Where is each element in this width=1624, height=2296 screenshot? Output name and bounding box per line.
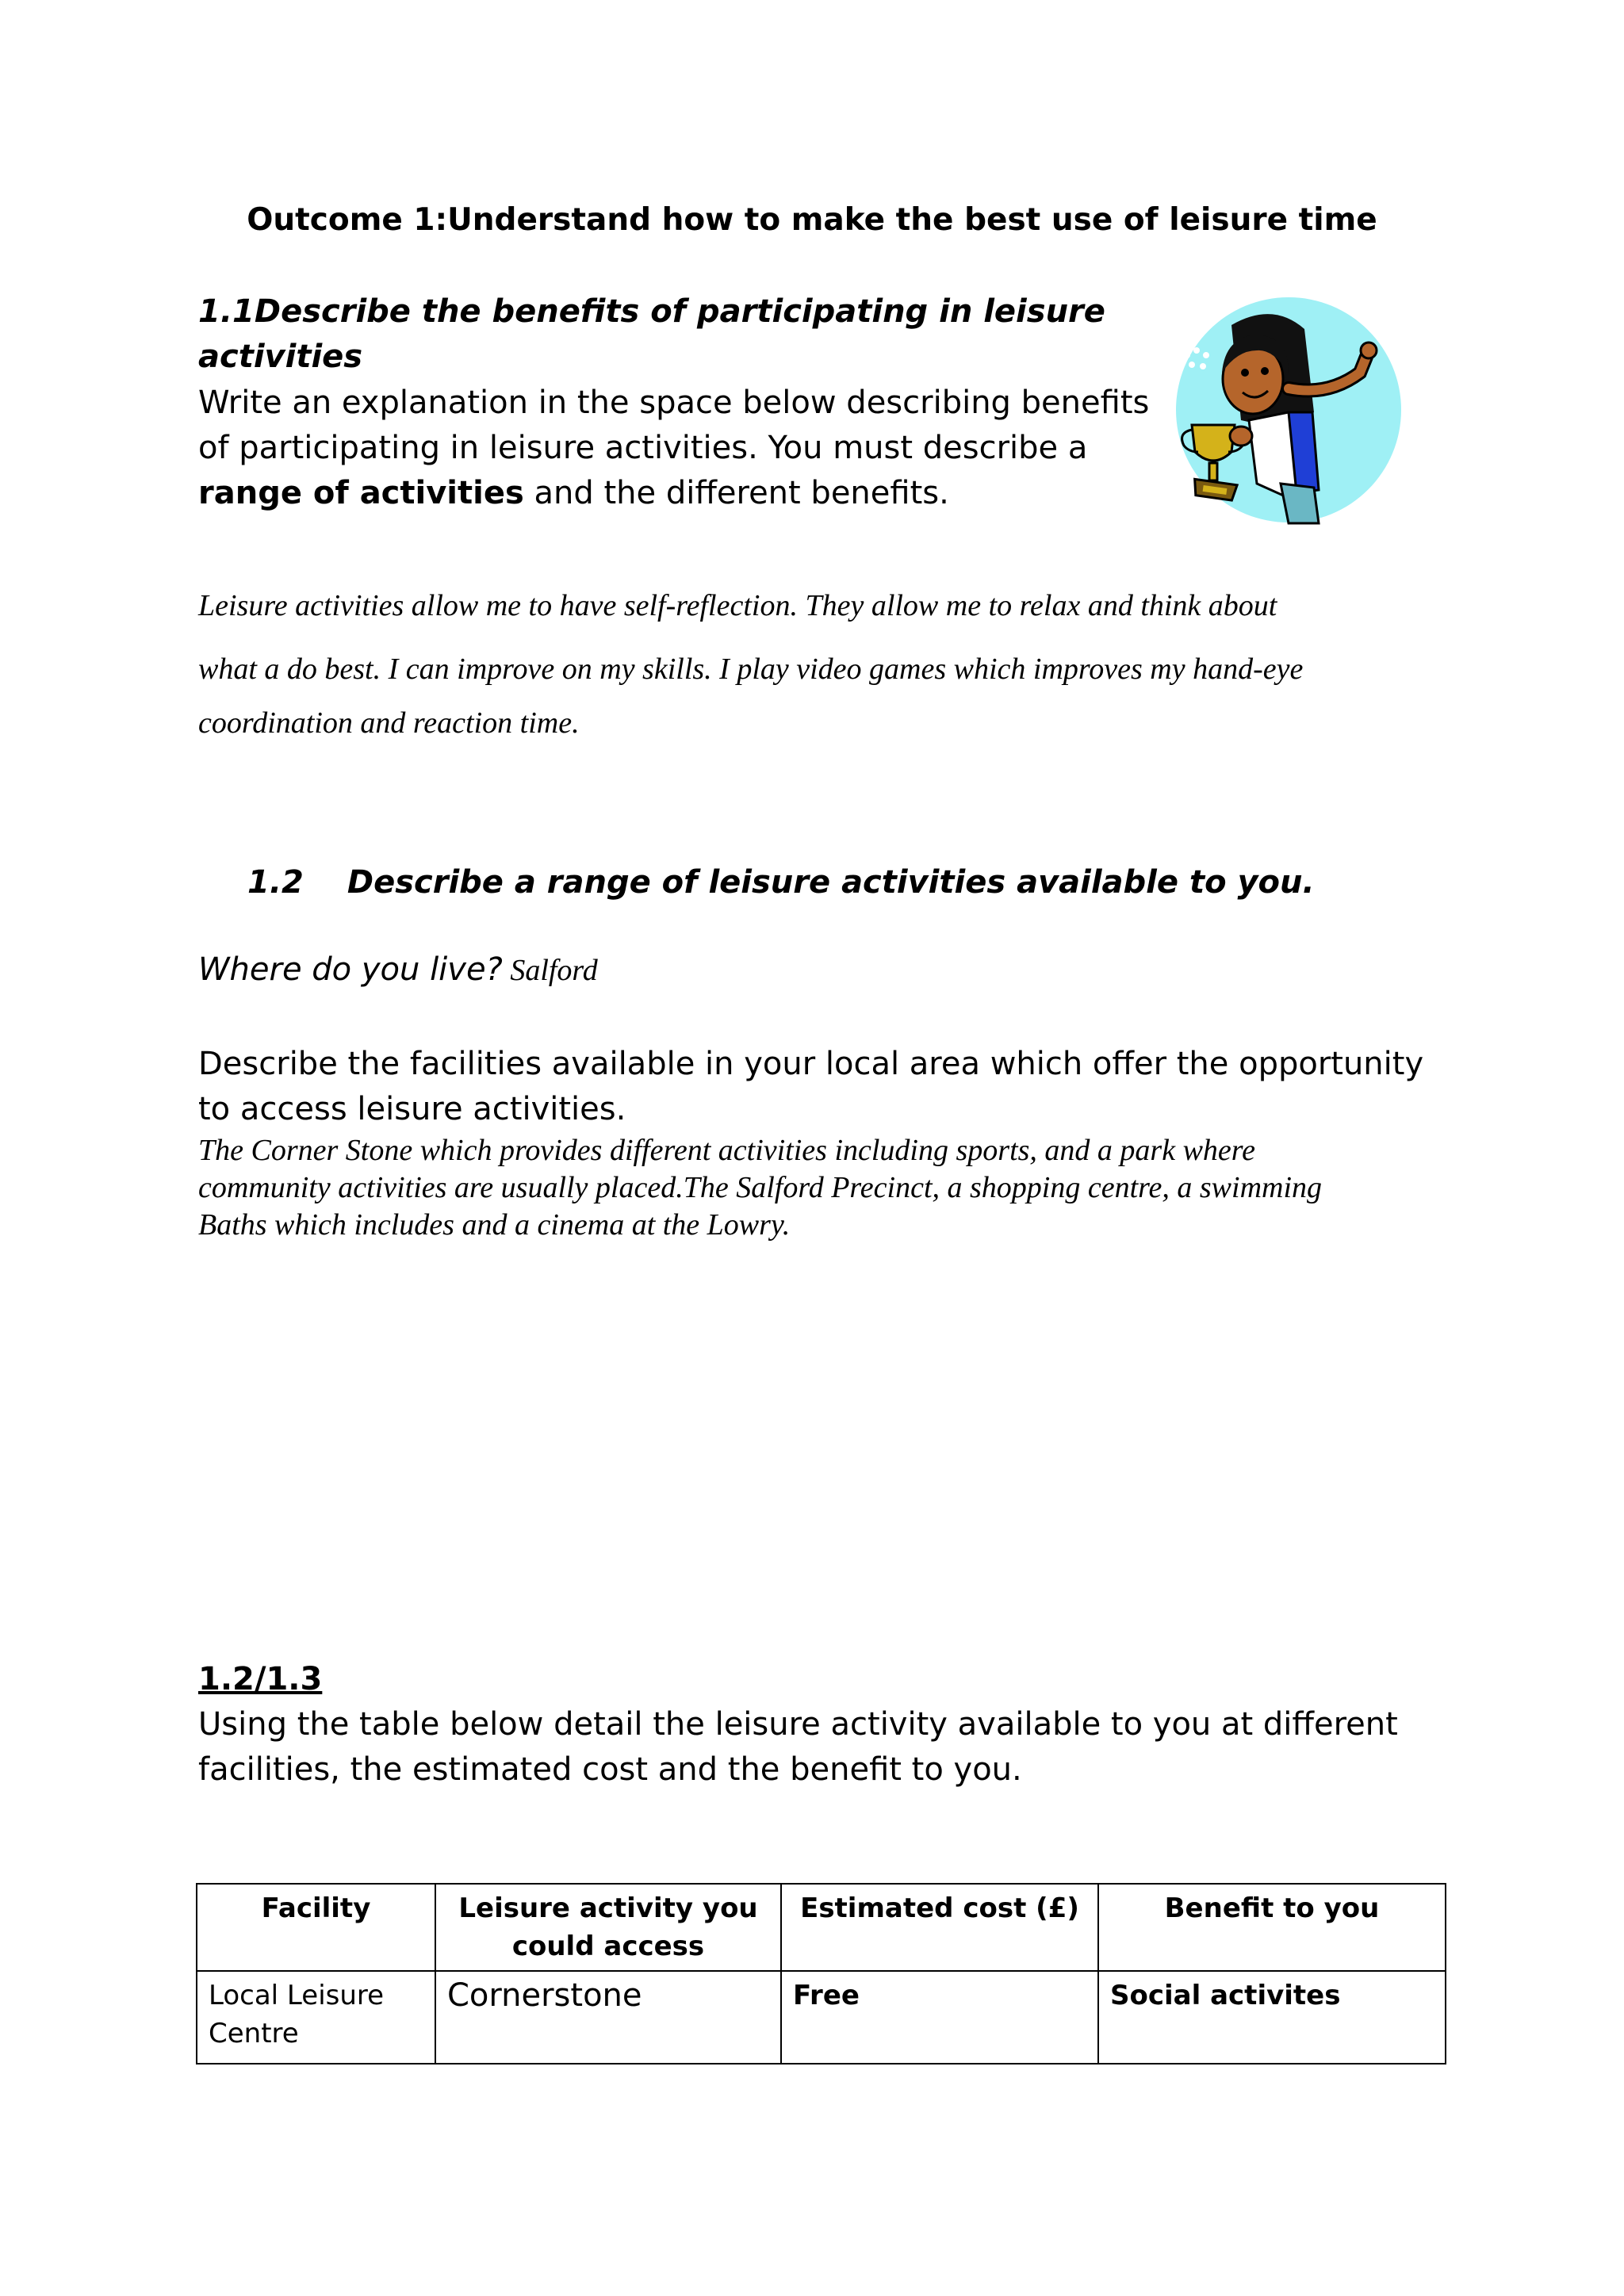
answer-1-1-line2: what a do best. I can improve on my skills. I play video games which improves my hand-eye <box>198 652 1304 686</box>
question-1-2-number: 1.2 <box>247 864 304 901</box>
instructions-line3 <box>198 471 1182 516</box>
header-estimated-cost: Estimated cost (£) <box>781 1884 1098 1971</box>
instructions-rest: and the different benefits. <box>523 475 949 511</box>
table-header-row <box>197 1884 1446 1971</box>
girl-trophy-illustration <box>1170 293 1408 531</box>
jeans <box>1281 484 1319 523</box>
section-1-3-number: 1.2/1.3 <box>198 1661 323 1697</box>
section-1-3-instructions-line2: facilities, the estimated cost and the benefit to you. <box>198 1751 1022 1788</box>
facilities-answer-line1: The Corner Stone which provides different activities including sports, and a park where <box>198 1134 1256 1167</box>
where-do-you-live <box>198 951 598 988</box>
question-1-1-heading <box>198 289 1150 380</box>
question-1-1-heading-line2: activities <box>198 339 363 375</box>
facilities-instructions <box>198 1042 1467 1132</box>
cell-benefit: Social activites <box>1098 1971 1446 2064</box>
facilities-answer <box>198 1132 1483 1244</box>
eye-right <box>1261 367 1269 375</box>
facilities-instructions-line2: to access leisure activities. <box>198 1091 626 1127</box>
instructions-emphasis: range of activities <box>198 475 524 511</box>
cell-facility: Local Leisure Centre <box>197 1971 435 2064</box>
header-leisure-activity: Leisure activity you could access <box>435 1884 781 1971</box>
fist <box>1361 342 1377 358</box>
table-row <box>197 1971 1446 2064</box>
cell-leisure-activity: Cornerstone <box>435 1971 781 2064</box>
answer-1-1-line1: Leisure activities allow me to have self-reflection. They allow me to relax and think about <box>198 589 1277 622</box>
facilities-answer-line2: community activities are usually placed.The Salford Precinct, a shopping centre, a swimming <box>198 1171 1323 1204</box>
question-1-2-heading <box>247 860 1315 905</box>
instructions-line1: Write an explanation in the space below describing benefits <box>198 385 1150 421</box>
section-1-3-instructions <box>198 1702 1467 1793</box>
header-facility: Facility <box>197 1884 435 1971</box>
page-title: Outcome 1:Understand how to make the best use of leisure time <box>247 202 1377 238</box>
facilities-answer-line3: Baths which includes and a cinema at the Lowry. <box>198 1208 791 1242</box>
where-answer: Salford <box>502 954 598 987</box>
eye-left <box>1241 369 1249 377</box>
instructions-line2: of participating in leisure activities. You must describe a <box>198 430 1088 466</box>
where-label: Where do you live? <box>198 951 503 988</box>
facilities-instructions-line1: Describe the facilities available in your local area which offer the opportunity <box>198 1046 1424 1082</box>
question-1-2-text: Describe a range of leisure activities available to you. <box>347 864 1315 901</box>
leisure-activities-table <box>196 1883 1446 2064</box>
question-1-1-heading-line1: 1.1Describe the benefits of participating in leisure <box>198 293 1105 330</box>
cell-estimated-cost: Free <box>781 1971 1098 2064</box>
hand <box>1230 427 1252 446</box>
answer-1-1-line3: coordination and reaction time. <box>198 706 580 740</box>
section-1-3-instructions-line1: Using the table below detail the leisure activity available to you at different <box>198 1706 1398 1743</box>
header-benefit: Benefit to you <box>1098 1884 1446 1971</box>
question-1-1-instructions <box>198 381 1182 516</box>
